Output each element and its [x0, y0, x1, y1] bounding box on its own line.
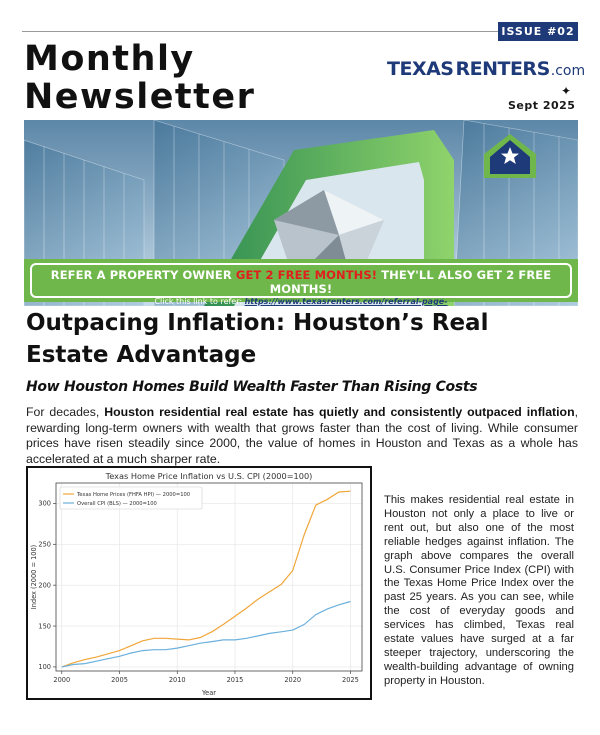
y-axis-label: Index (2000 = 100): [30, 544, 38, 610]
intro-rest: , rewarding long-term owners with wealth that grows faster than the cost of living. While consumer prices have risen steadily since 2000, the value of homes in Houston and Texas as a whole has accelerated at a much sharper rate.: [26, 405, 579, 466]
texasrenters-logo[interactable]: [387, 52, 586, 86]
referral-headline: [32, 268, 570, 296]
y-tick-label: 150: [38, 622, 51, 631]
y-tick-label: 200: [38, 581, 51, 590]
legend-label-1: Texas Home Prices (FHFA HPI) — 2000=100: [77, 492, 191, 498]
referral-text-1: REFER A PROPERTY OWNER: [50, 268, 236, 282]
x-axis-label: Year: [202, 689, 216, 697]
y-tick-label: 250: [38, 540, 51, 549]
title-line-2: Newsletter: [24, 77, 256, 117]
y-tick-label: 100: [38, 663, 51, 672]
article-subheadline: How Houston Homes Build Wealth Faster Than Rising Costs: [26, 379, 478, 395]
logo-right-text: RENTERS: [455, 58, 550, 80]
referral-text-2: THEY'LL ALSO GET 2 FREE MONTHS!: [269, 268, 552, 296]
article-side-paragraph: This makes residential real estate in Houston not only a place to live or rent out, but also one of the most reliable hedges against inflation. The graph above compares the overall U.S. Consumer Price Index (CPI) with the Texas Home Price Index over the past 25 years. As you can see, while the cost of everyday goods and services has climbed, Texas real estate values have surged at a far steeper trajectory, underscoring the wealth-building advantage of owning property in Houston.: [384, 494, 574, 687]
referral-banner-frame: [30, 263, 572, 306]
x-tick-label: 2000: [53, 676, 71, 684]
referral-banner[interactable]: [24, 259, 578, 306]
logo-left-text: TEXAS: [387, 58, 454, 80]
title-line-1: Monthly: [24, 39, 195, 79]
chart-title: Texas Home Price Inflation vs U.S. CPI (2000=100): [105, 471, 313, 481]
article-intro: [26, 405, 578, 467]
price-chart-svg: [28, 468, 370, 698]
series-line-1: [62, 491, 351, 667]
x-tick-label: 2010: [168, 676, 186, 684]
intro-lead: For decades,: [26, 405, 105, 419]
y-tick-label: 300: [38, 499, 51, 508]
x-tick-label: 2015: [226, 676, 244, 684]
issue-date: Sept 2025: [508, 99, 576, 112]
issue-badge: ISSUE #02: [498, 22, 578, 41]
referral-link[interactable]: https://www.texasrenters.com/referral-page-: [244, 297, 448, 306]
x-tick-label: 2020: [284, 676, 302, 684]
referral-text-red: GET 2 FREE MONTHS!: [235, 268, 378, 282]
referral-subline: [32, 297, 570, 306]
intro-bold: Houston residential real estate has quietly and consistently outpaced inflation: [104, 405, 575, 419]
x-tick-label: 2025: [342, 676, 359, 684]
sparkle-icon: ✦: [561, 84, 572, 98]
price-chart: [26, 466, 372, 700]
x-tick-label: 2005: [111, 676, 128, 684]
header-rule: [22, 31, 498, 32]
referral-sub-text: Click this link to refer:: [154, 297, 245, 306]
legend-label-2: Overall CPI (BLS) — 2000=100: [77, 501, 157, 507]
logo-suffix: .com: [550, 63, 586, 79]
article-headline: Outpacing Inflation: Houston’s Real Estate Advantage: [26, 310, 489, 368]
newsletter-title: [24, 40, 255, 116]
plot-frame: [56, 483, 362, 671]
